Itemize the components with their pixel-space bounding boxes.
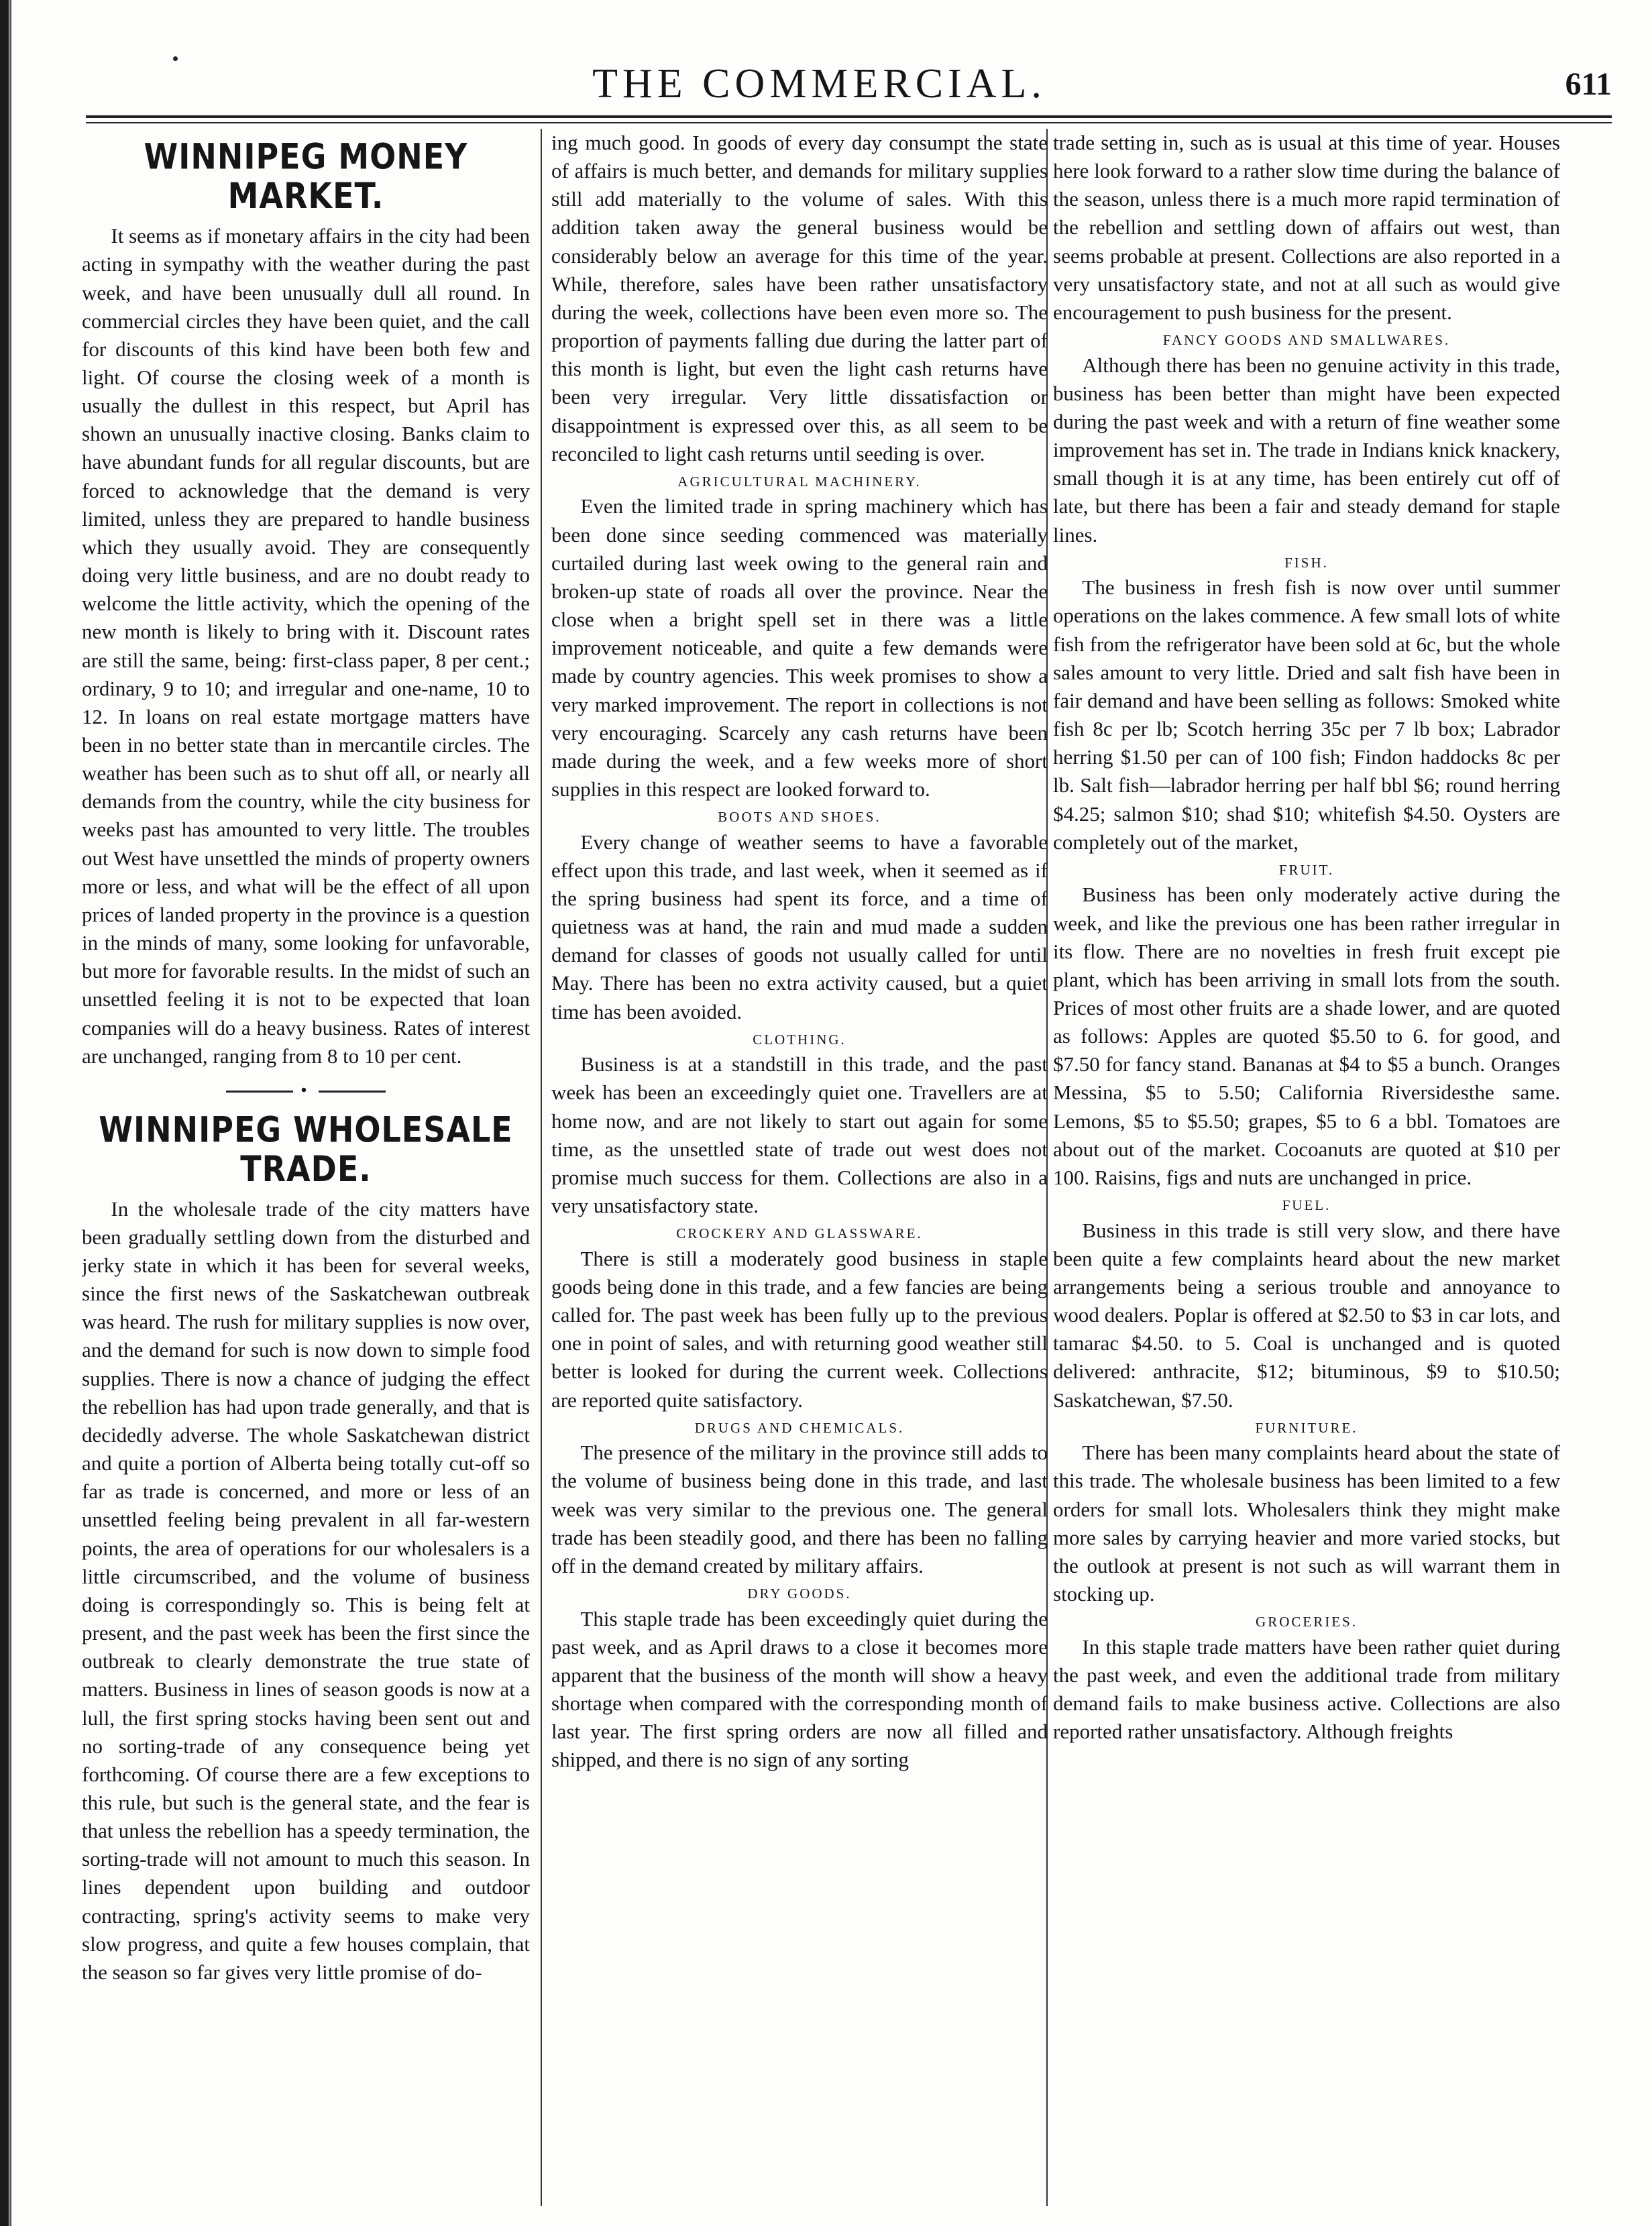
subhead-dry-goods: DRY GOODS. xyxy=(747,1585,852,1602)
subhead-furniture: FURNITURE. xyxy=(1255,1419,1358,1436)
ornament-divider: • xyxy=(82,1080,530,1102)
article-continuation: ing much good. In goods of every day consumpt the state of affairs is much better, and demands for military supplies still add materially to the volume of sales. With this addition taken away the general business would be considerably below an average for this time of the year. While, therefore, sales have been rather unsatisfactory during the week, collections have been even more so. The proportion of payments falling due during the latter part of this month is light, but even the light cash returns have been very irregular. Very little dissatisfaction or disappointment is expressed over this, as all seem to be reconciled to light cash returns until seeding is over. xyxy=(551,131,1048,465)
newspaper-title: THE COMMERCIAL. xyxy=(592,61,1046,107)
subhead-fish: FISH. xyxy=(1284,554,1329,571)
section-fuel: Business in this trade is still very slow, and there have been quite a few complaints heard about the new market arrangements being a serious trouble and annoyance to wood dealers. Poplar is offered at $2.50 to $3 in car lots, and tamarac $4.50. to 5. Coal is unchanged and is quoted delivered: anthracite, $12; bituminous, $9 to $10.50; Saskatchewan, $7.50. xyxy=(1053,1218,1560,1412)
subhead-clothing: CLOTHING. xyxy=(753,1031,846,1048)
subhead-fancy-goods: FANCY GOODS AND SMALLWARES. xyxy=(1162,332,1451,349)
subhead-fuel: FUEL. xyxy=(1282,1197,1331,1214)
subhead-agricultural-machinery: AGRICULTURAL MACHINERY. xyxy=(677,473,922,490)
section-drugs: The presence of the military in the province still adds to the volume of business being done in this trade, and last week was very similar to the previous one. The general trade has been steadily good, and there has been no falling off in the demand created by military affairs. xyxy=(551,1441,1048,1577)
binding-edge-shadow xyxy=(9,0,11,2226)
section-fancy-goods: Although there has been no genuine activity in this trade, business has been better than might have been expected during the past week and with a return of fine weather some improvement has set in. The trade in Indians knick knackery, small though it is at any time, has been entirely cut off of late, but there has been a fair and steady demand for staple lines. xyxy=(1053,353,1560,547)
subhead-boots-and-shoes: BOOTS AND SHOES. xyxy=(718,809,881,826)
headline-wholesale-trade: WINNIPEG WHOLESALE TRADE. xyxy=(99,1108,513,1189)
article-wholesale-trade: In the wholesale trade of the city matters have been gradually settling down from the disturbed and jerky state in which it has been for several weeks, since the first news of the Saskatchewan outbreak was heard. The rush for military supplies is now over, and the demand for such is now down to simple food supplies. There is now a chance of judging the effect the rebellion has had upon trade generally, and that is decidedly adverse. The whole Saskatchewan district and quite a portion of Alberta being totally cut-off so far as trade is concerned, and more or less of an unsettled feeling being prevalent in all far-western points, the area of operations for our wholesalers is a little circumscribed, and the volume of business doing is correspondingly so. This is being felt at present, and the past week has been the first since the outbreak to clearly demonstrate the true state of matters. Business in lines of season goods is now at a lull, the first spring stocks having been sent out and no sorting-trade of any consequence being yet forthcoming. Of course there are a few exceptions to this rule, but such is the general state, and the fear is that unless the rebellion has a speedy termination, the sorting-trade will not amount to much this season. In lines dependent upon building and outdoor contracting, spring's activity seems to make very slow progress, and quite a few houses complain, that the season so far gives very little promise of do- xyxy=(82,1197,530,1984)
section-agricultural-machinery: Even the limited trade in spring machinery which has been done since seeding commenced was materially curtailed during last week owing to the general rain and broken-up state of roads all over the province. Near the close when a bright spell set in there was a little improvement noticeable, and quite a few demands were made by country agencies. This week promises to show a very marked improvement. The report in collections is not very encouraging. Scarcely any cash returns have been made during the week, and a few weeks more of short supplies in this respect are looked forward to. xyxy=(551,494,1048,801)
header-rule-thick xyxy=(86,115,1612,118)
section-furniture: There has been many complaints heard about the state of this trade. The wholesale business has been limited to a few orders for small lots. Wholesalers think they might make more sales by carrying heavier and more varied stocks, but the outlook at present is not such as will warrant them in stocking up. xyxy=(1053,1441,1560,1606)
section-crockery: There is still a moderately good business in staple goods being done in this trade, and a few fancies are being called for. The past week has been fully up to the previous one in point of sales, and with returning good weather still better is looked for during the current week. Collections are reported quite satisfactory. xyxy=(551,1246,1048,1412)
subhead-fruit: FRUIT. xyxy=(1278,861,1335,878)
column-1 xyxy=(82,129,530,2206)
section-fish: The business in fresh fish is now over until summer operations on the lakes commence. A few small lots of white fish from the refrigerator have been sold at 6c, but the whole sales amount to very little. Dried and salt fish have been in fair demand and have been selling as follows: Smoked white fish 8c per lb; Scotch herring 35c per 7 lb box; Labrador herring $1.50 per can of 100 fish; Findon haddocks 8c per lb. Salt fish—labrador herring per half bbl $6; round herring $4.25; salmon $10; shad $10; whitefish $4.50. Oysters are completely out of the market, xyxy=(1053,575,1560,854)
article-continuation: trade setting in, such as is usual at this time of year. Houses here look forward to a rather slow time during the balance of the season, unless there is a much more rapid termination of the rebellion and settling down of affairs out west, than seems probable at present. Collections are also reported in a very unsatisfactory state, and not at all such as would give encouragement to push business for the present. xyxy=(1053,131,1560,324)
subhead-groceries: GROCERIES. xyxy=(1256,1614,1358,1630)
section-groceries: In this staple trade matters have been rather quiet during the past week, and even the additional trade from military demand fails to make business active. Collections are also reported rather unsatisfactory. Although freights xyxy=(1053,1634,1560,1744)
section-boots-and-shoes: Every change of weather seems to have a favorable effect upon this trade, and last week, when it seemed as if the spring business had spent its force, and a time of quietness was at hand, the rain and mud made a sudden demand for classes of goods not usually called for until May. There has been no extra activity caused, but a quiet time has been avoided. xyxy=(551,830,1048,1023)
article-money-market: It seems as if monetary affairs in the city had been acting in sympathy with the weather during the past week, and have been unusually dull all round. In commercial circles they have been quiet, and the call for discounts of this kind have been both few and light. Of course the closing week of a month is usually the dullest in this respect, but April has shown an unusually inactive closing. Banks claim to have abundant funds for all regular discounts, but are forced to acknowledge that the demand is very limited, unless they are prepared to handle business which they usually avoid. They are consequently doing very little business, and are no doubt ready to welcome the little activity, which the opening of the new month is likely to bring with it. Discount rates are still the same, being: first-class paper, 8 per cent.; ordinary, 9 to 10; and irregular and one-name, 10 to 12. In loans on real estate mortgage matters have been in no better state than in mercantile circles. The weather has been such as to shut off all, or nearly all demands from the country, while the city business for weeks past has amounted to very little. The troubles out West have unsettled the minds of property owners more or less, and what will be the effect of all upon prices of landed property in the province is a question in the minds of many, some looking for unfavorable, but more for favorable results. In the midst of such an unsettled feeling it is not to be expected that loan companies will do a heavy business. Rates of interest are unchanged, ranging from 8 to 10 per cent. xyxy=(82,224,530,1068)
section-clothing: Business is at a standstill in this trade, and the past week has been an exceedingly quiet one. Travellers are at home now, and are not likely to start out again for some time, as the unsettled state of trade out west does not promise much success for them. Collections are also in a very unsatisfactory state. xyxy=(551,1052,1048,1218)
binding-edge xyxy=(0,0,9,2226)
subhead-drugs: DRUGS AND CHEMICALS. xyxy=(694,1419,905,1436)
headline-money-market: WINNIPEG MONEY MARKET. xyxy=(144,135,468,217)
column-2 xyxy=(551,129,1048,2206)
section-fruit: Business has been only moderately active during the week, and like the previous one has been rather irregular in its flow. There are no novelties in fresh fruit except pie plant, which has been arriving in small lots from the south. Prices of most other fruits are a shade lower, and are quoted as follows: Apples are quoted $5.50 to 6. for good, and $7.50 for fancy stand. Bananas at $4 to $5 a bunch. Oranges Messina, $5 to 5.50; California Riversidesthe same. Lemons, $5 to $5.50; grapes, $5 to 6 a bbl. Tomatoes are about out of the market. Cocoanuts are quoted at $10 per 100. Raisins, figs and nuts are unchanged in price. xyxy=(1053,883,1560,1189)
section-dry-goods: This staple trade has been exceedingly quiet during the past week, and as April draws to a close it becomes more apparent that the business of the month will show a heavy shortage when compared with the corresponding month of last year. The first spring orders are now all filled and shipped, and there is no sign of any sorting xyxy=(551,1606,1048,1772)
column-3 xyxy=(1053,129,1560,2206)
header-rule-thin xyxy=(86,122,1612,123)
masthead xyxy=(27,40,1612,107)
subhead-crockery: CROCKERY AND GLASSWARE. xyxy=(676,1225,923,1242)
page-number: 611 xyxy=(1565,66,1612,102)
column-divider xyxy=(541,129,542,2206)
